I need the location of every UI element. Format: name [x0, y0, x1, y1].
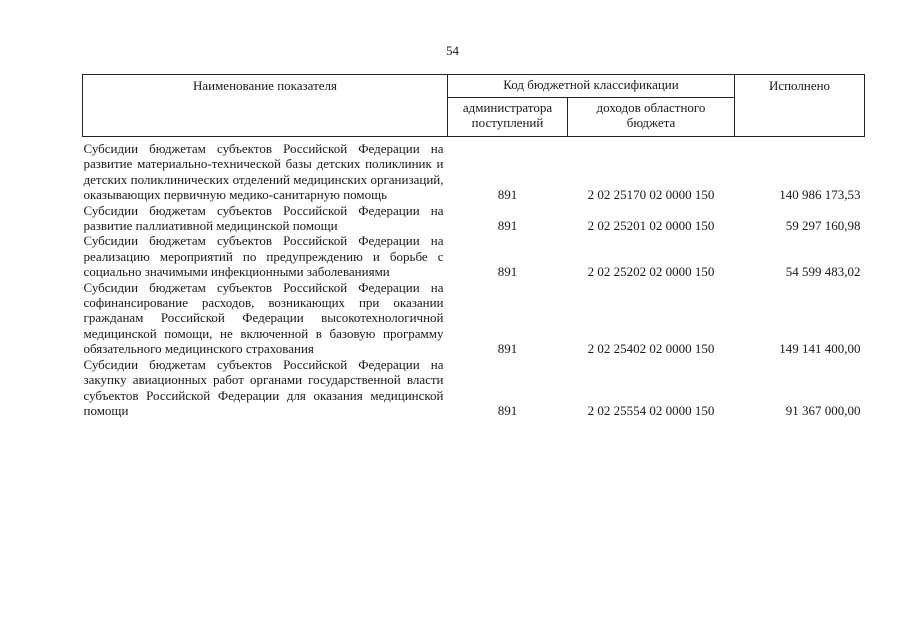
header-administrator: администратора поступлений	[448, 98, 568, 137]
header-executed: Исполнено	[735, 75, 865, 137]
row-executed-amount: 149 141 400,00	[779, 341, 861, 357]
header-indicator-name: Наименование показателя	[83, 75, 448, 137]
page-number: 54	[446, 43, 459, 58]
row-name: Субсидии бюджетам субъектов Российской Федерации на реализацию мероприятий по предупреждению и борьбе с социально значимыми инфекционными заболеваниями	[83, 233, 444, 280]
row-name: Субсидии бюджетам субъектов Российской Федерации на развитие паллиативной медицинской помощи	[83, 202, 444, 234]
table-row	[83, 137, 865, 203]
table-row	[83, 280, 865, 357]
budget-table	[82, 74, 865, 418]
row-executed-amount: 140 986 173,53	[779, 187, 861, 203]
row-executed-amount: 91 367 000,00	[785, 402, 861, 418]
row-admin-code: 891	[497, 264, 518, 280]
row-income-code: 2 02 25202 02 0000 150	[587, 264, 715, 280]
row-executed-amount: 54 599 483,02	[785, 264, 861, 280]
row-executed-amount: 59 297 160,98	[785, 218, 861, 234]
table-body	[83, 137, 865, 419]
table-row	[83, 357, 865, 419]
row-admin-code: 891	[497, 402, 518, 418]
row-income-code: 2 02 25170 02 0000 150	[587, 187, 715, 203]
row-name: Субсидии бюджетам субъектов Российской Федерации на развитие материально-технической базы детских поликлиник и детских поликлинических отделений медицинских организаций, оказывающих первичную медико-санитарную помощь	[83, 141, 444, 203]
header-code-group: Код бюджетной классификации	[448, 75, 735, 98]
header-income: доходов областного бюджета	[568, 98, 735, 137]
row-admin-code: 891	[497, 187, 518, 203]
row-name: Субсидии бюджетам субъектов Российской Федерации на софинансирование расходов, возникающих при оказании гражданам Российской Федерации высокотехнологичной медицинской помощи, не включенной в базовую программу обязательного медицинского страхования	[83, 279, 444, 357]
row-income-code: 2 02 25554 02 0000 150	[587, 402, 715, 418]
row-income-code: 2 02 25201 02 0000 150	[587, 218, 715, 234]
table-row	[83, 233, 865, 279]
table-header	[83, 75, 865, 137]
table-row	[83, 203, 865, 234]
row-admin-code: 891	[497, 218, 518, 234]
row-income-code: 2 02 25402 02 0000 150	[587, 341, 715, 357]
row-name: Субсидии бюджетам субъектов Российской Федерации на закупку авиационных работ органами государственной власти субъектов Российской Федерации для оказания медицинской помощи	[83, 356, 444, 418]
row-admin-code: 891	[497, 341, 518, 357]
